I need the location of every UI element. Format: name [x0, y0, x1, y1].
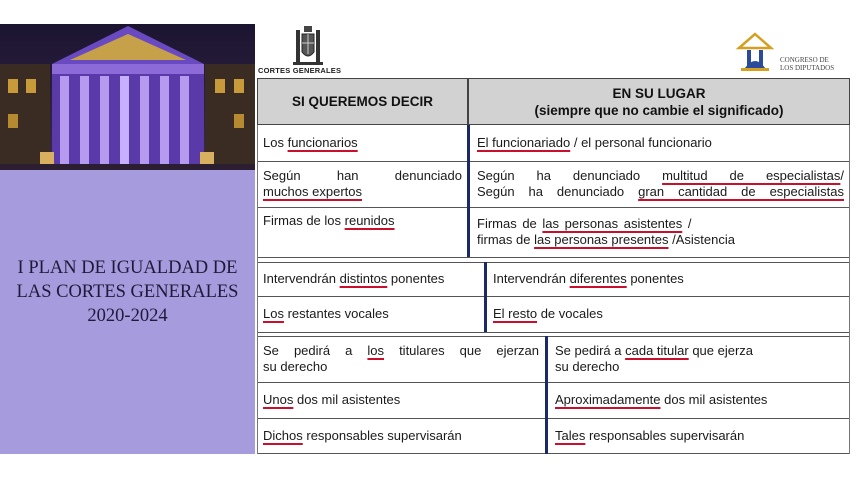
highlighted-term: distintos [339, 271, 388, 286]
table-cell-right [487, 262, 850, 296]
highlighted-term: diferentes [569, 271, 627, 286]
cell-text: Según ha denunciado [477, 168, 663, 183]
table-cell-left [257, 262, 483, 296]
row-divider [257, 257, 850, 258]
row-divider [257, 332, 850, 333]
cell-text: /Asistencia [668, 232, 735, 247]
table-cell-right [549, 382, 850, 418]
row-divider [257, 382, 850, 383]
cell-text: su derecho [555, 359, 620, 374]
congreso-logo-text: CONGRESO DE LOS DIPUTADOS [780, 56, 835, 72]
table-cell-left [257, 418, 545, 454]
row-divider [257, 418, 850, 419]
cell-text: dos mil asistentes [293, 392, 401, 407]
cell-text: titulares que ejerzan [384, 343, 540, 358]
congreso-logo-icon [735, 28, 775, 76]
highlighted-term: muchos expertos [263, 184, 362, 199]
highlighted-term: cada titular [625, 343, 689, 358]
highlighted-term: Tales [555, 428, 586, 443]
cortes-generales-logo-text: CORTES GENERALES [258, 66, 342, 75]
cell-text: restantes vocales [283, 306, 389, 321]
cell-text: dos mil asistentes [660, 392, 768, 407]
cell-text: ponentes [626, 271, 684, 286]
cell-text: Los [263, 135, 288, 150]
highlighted-term: las personas asistentes [542, 216, 683, 231]
table-cell-left [257, 382, 545, 418]
table-cell-left [257, 207, 468, 257]
cell-text: / [840, 168, 844, 183]
highlighted-term: multitud de especialistas [662, 168, 841, 183]
highlighted-term: gran cantidad de especialistas [638, 184, 844, 199]
column-divider [467, 125, 470, 257]
parliament-building-photo [0, 24, 255, 170]
cell-text: Se pedirá a [263, 343, 368, 358]
header-en-su-lugar: EN SU LUGAR (siempre que no cambie el significado) [468, 78, 850, 125]
cell-text: de vocales [537, 306, 603, 321]
cell-text: Según han denunciado [263, 168, 462, 183]
table-cell-right [549, 336, 850, 382]
column-divider [545, 336, 548, 454]
row-divider [257, 296, 850, 297]
plan-title-line: I PLAN DE IGUALDAD DE [17, 258, 238, 278]
highlighted-term: Los [263, 306, 284, 321]
highlighted-term: Aproximadamente [555, 392, 661, 407]
table-cell-right [471, 161, 850, 207]
column-divider [484, 262, 487, 332]
plan-title [0, 256, 255, 328]
plan-cover [0, 24, 255, 454]
highlighted-term: funcionarios [287, 135, 358, 150]
cell-text: responsables supervisarán [585, 428, 745, 443]
cell-text: Firmas de los [263, 213, 345, 228]
cell-text: responsables supervisarán [302, 428, 462, 443]
table-border [849, 125, 850, 454]
table-cell-right [549, 418, 850, 454]
cell-text: que ejerza [688, 343, 754, 358]
table-cell-left [257, 125, 468, 161]
table-cell-left [257, 336, 545, 382]
highlighted-term: los [367, 343, 385, 358]
cell-text: / [682, 216, 692, 231]
table-cell-left [257, 296, 483, 332]
cell-text: ponentes [387, 271, 445, 286]
row-divider [257, 207, 850, 208]
highlighted-term: las personas presentes [534, 232, 669, 247]
row-divider [257, 262, 850, 263]
language-equivalence-table [257, 78, 850, 454]
cell-text: Según ha denunciado [477, 184, 639, 199]
table-cell-right [471, 125, 850, 161]
cell-text: Intervendrán [493, 271, 570, 286]
plan-title-line: 2020-2024 [87, 306, 168, 326]
cell-text: / el personal funcionario [570, 135, 712, 150]
highlighted-term: reunidos [344, 213, 395, 228]
highlighted-term: El funcionariado [477, 135, 571, 150]
header-si-queremos-decir: SI QUEREMOS DECIR [257, 78, 468, 125]
cell-text: Intervendrán [263, 271, 340, 286]
highlighted-term: Dichos [263, 428, 303, 443]
table-border [257, 125, 258, 454]
row-divider [257, 453, 850, 454]
plan-title-line: LAS CORTES GENERALES [16, 282, 239, 302]
cell-text: firmas de [477, 232, 535, 247]
row-divider [257, 161, 850, 162]
highlighted-term: El resto [493, 306, 538, 321]
row-divider [257, 336, 850, 337]
table-cell-right [471, 207, 850, 257]
highlighted-term: Unos [263, 392, 294, 407]
cell-text: Se pedirá a [555, 343, 626, 358]
cell-text: su derecho [263, 359, 328, 374]
table-cell-left [257, 161, 468, 207]
cell-text: Firmas de [477, 216, 543, 231]
table-cell-right [487, 296, 850, 332]
